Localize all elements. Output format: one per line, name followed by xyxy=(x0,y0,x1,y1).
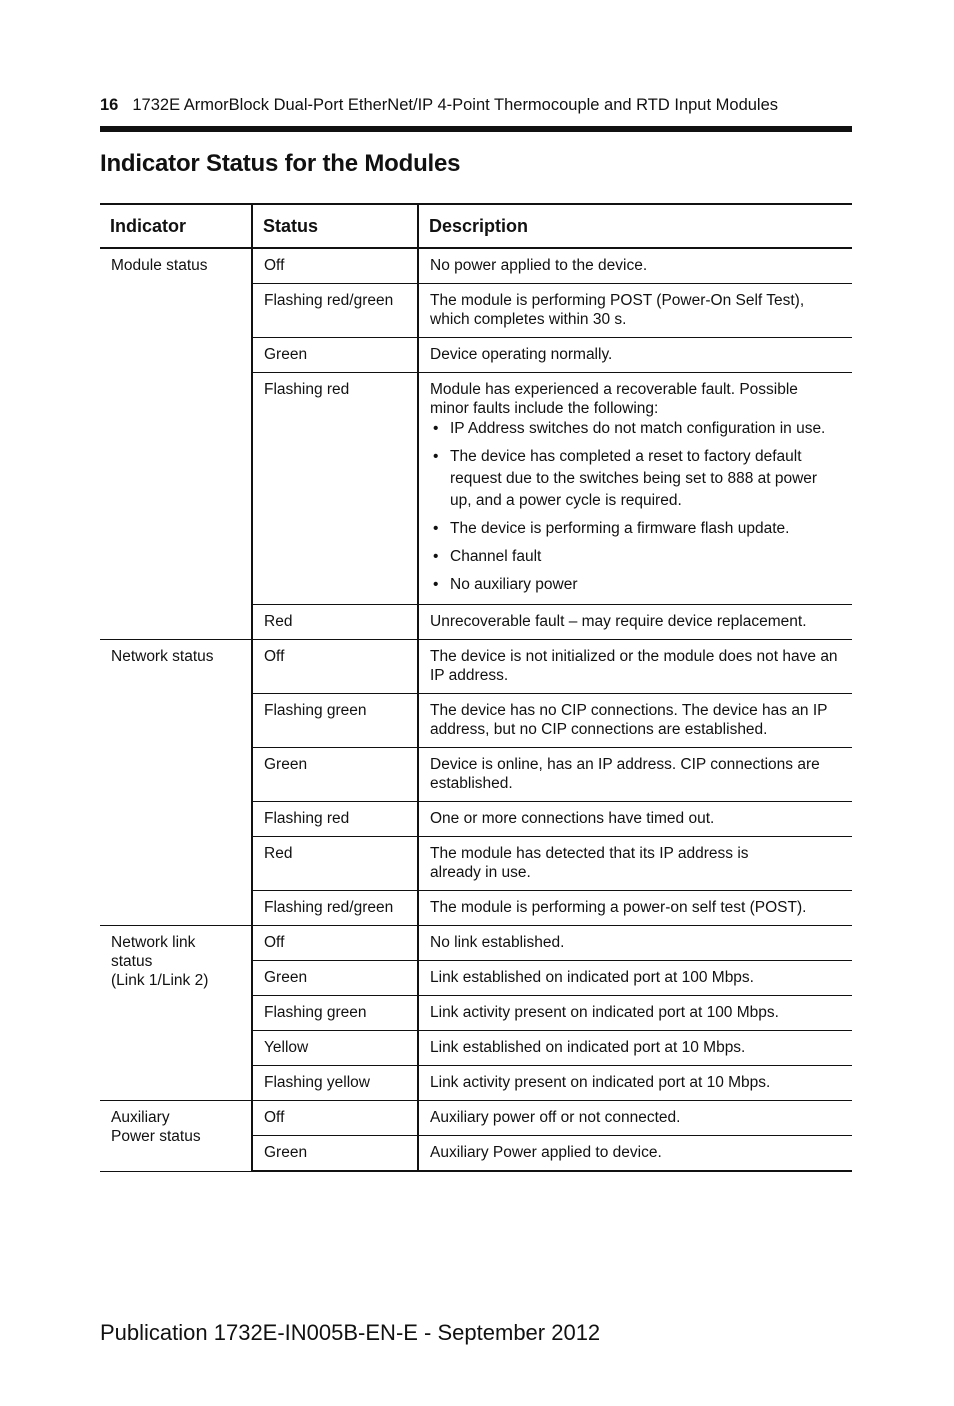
status-cell: Flashing red xyxy=(252,373,418,605)
status-cell: Flashing green xyxy=(252,694,418,748)
status-cell: Off xyxy=(252,248,418,284)
description-line: The module is performing a power-on self test (POST). xyxy=(430,899,807,916)
status-cell: Red xyxy=(252,837,418,891)
indicator-line: Network link xyxy=(111,934,196,951)
status-cell: Flashing green xyxy=(252,996,418,1031)
description-cell xyxy=(418,694,852,748)
indicator-line: Power status xyxy=(111,1128,201,1145)
status-cell: Off xyxy=(252,1101,418,1136)
status-cell: Yellow xyxy=(252,1031,418,1066)
publication-footer: Publication 1732E-IN005B-EN-E - September 2012 xyxy=(100,1320,601,1345)
description-line: The module has detected that its IP address is xyxy=(430,845,749,862)
description-cell xyxy=(418,248,852,284)
page-header xyxy=(100,92,852,118)
indicator-cell xyxy=(100,926,252,1101)
table-body xyxy=(100,248,852,1171)
status-cell: Green xyxy=(252,748,418,802)
description-line: IP address. xyxy=(430,667,509,684)
column-header-indicator: Indicator xyxy=(100,204,252,248)
bullet-icon: • xyxy=(433,548,439,565)
column-header-description: Description xyxy=(418,204,852,248)
description-cell xyxy=(418,1101,852,1136)
fault-list xyxy=(430,418,842,596)
description-line: which completes within 30 s. xyxy=(430,311,627,328)
description-cell xyxy=(418,640,852,694)
description-line: Module has experienced a recoverable fault. Possible xyxy=(430,381,798,398)
description-cell xyxy=(418,926,852,961)
description-line: The module is performing POST (Power-On Self Test), xyxy=(430,292,805,309)
indicator-cell xyxy=(100,1101,252,1172)
description-cell xyxy=(418,748,852,802)
description-cell xyxy=(418,284,852,338)
description-line: The device has no CIP connections. The device has an IP xyxy=(430,702,828,719)
status-cell: Flashing red/green xyxy=(252,284,418,338)
table-row xyxy=(100,926,852,961)
description-line: Link activity present on indicated port at 100 Mbps. xyxy=(430,1004,779,1021)
description-line: minor faults include the following: xyxy=(430,400,659,417)
description-cell xyxy=(418,837,852,891)
description-cell xyxy=(418,373,852,605)
description-cell xyxy=(418,1136,852,1172)
status-cell: Green xyxy=(252,1136,418,1172)
indicator-status-table xyxy=(100,203,852,1172)
status-cell: Green xyxy=(252,961,418,996)
indicator-cell: Network status xyxy=(100,640,252,926)
status-cell: Flashing red/green xyxy=(252,891,418,926)
list-item-text: The device is performing a firmware flash update. xyxy=(450,520,790,537)
list-item xyxy=(430,418,842,440)
description-line: Device operating normally. xyxy=(430,346,613,363)
description-cell xyxy=(418,605,852,640)
description-line: Link established on indicated port at 100 Mbps. xyxy=(430,969,754,986)
description-line: Link activity present on indicated port at 10 Mbps. xyxy=(430,1074,771,1091)
bullet-icon: • xyxy=(433,448,439,465)
column-header-status: Status xyxy=(252,204,418,248)
description-line: already in use. xyxy=(430,864,531,881)
description-line: Unrecoverable fault – may require device replacement. xyxy=(430,613,807,630)
list-item xyxy=(430,518,842,540)
list-item-text: Channel fault xyxy=(450,548,542,565)
indicator-line: (Link 1/Link 2) xyxy=(111,972,209,989)
status-cell: Green xyxy=(252,338,418,373)
status-cell: Off xyxy=(252,926,418,961)
description-line: established. xyxy=(430,775,513,792)
description-line: Auxiliary power off or not connected. xyxy=(430,1109,681,1126)
indicator-cell: Module status xyxy=(100,248,252,640)
description-line: Auxiliary Power applied to device. xyxy=(430,1144,662,1161)
bullet-icon: • xyxy=(433,576,439,593)
status-cell: Red xyxy=(252,605,418,640)
description-cell xyxy=(418,1031,852,1066)
description-line: Link established on indicated port at 10 Mbps. xyxy=(430,1039,746,1056)
table-header-row xyxy=(100,204,852,248)
description-cell xyxy=(418,996,852,1031)
description-cell xyxy=(418,961,852,996)
bullet-icon: • xyxy=(433,420,439,437)
description-cell xyxy=(418,802,852,837)
description-line: The device is not initialized or the module does not have an xyxy=(430,648,838,665)
list-item xyxy=(430,546,842,568)
section-title: Indicator Status for the Modules xyxy=(100,150,461,177)
list-item-text: The device has completed a reset to factory default request due to the switches being set to 888 at power up, and a power cycle is required. xyxy=(450,448,818,509)
table-row xyxy=(100,248,852,284)
list-item xyxy=(430,446,842,512)
list-item-text: IP Address switches do not match configuration in use. xyxy=(450,420,826,437)
table-row xyxy=(100,640,852,694)
header-rule xyxy=(100,126,852,132)
description-line: One or more connections have timed out. xyxy=(430,810,715,827)
page-number: 16 xyxy=(100,96,119,114)
bullet-icon: • xyxy=(433,520,439,537)
description-cell xyxy=(418,891,852,926)
description-line: Device is online, has an IP address. CIP connections are xyxy=(430,756,820,773)
list-item xyxy=(430,574,842,596)
indicator-line: Auxiliary xyxy=(111,1109,170,1126)
running-title: 1732E ArmorBlock Dual-Port EtherNet/IP 4-Point Thermocouple and RTD Input Modules xyxy=(132,96,779,114)
description-line: No link established. xyxy=(430,934,565,951)
indicator-line: status xyxy=(111,953,153,970)
description-line: No power applied to the device. xyxy=(430,257,648,274)
description-cell xyxy=(418,1066,852,1101)
status-cell: Off xyxy=(252,640,418,694)
table-row xyxy=(100,1101,852,1136)
status-cell: Flashing red xyxy=(252,802,418,837)
description-line: address, but no CIP connections are established. xyxy=(430,721,768,738)
list-item-text: No auxiliary power xyxy=(450,576,578,593)
status-cell: Flashing yellow xyxy=(252,1066,418,1101)
description-cell xyxy=(418,338,852,373)
